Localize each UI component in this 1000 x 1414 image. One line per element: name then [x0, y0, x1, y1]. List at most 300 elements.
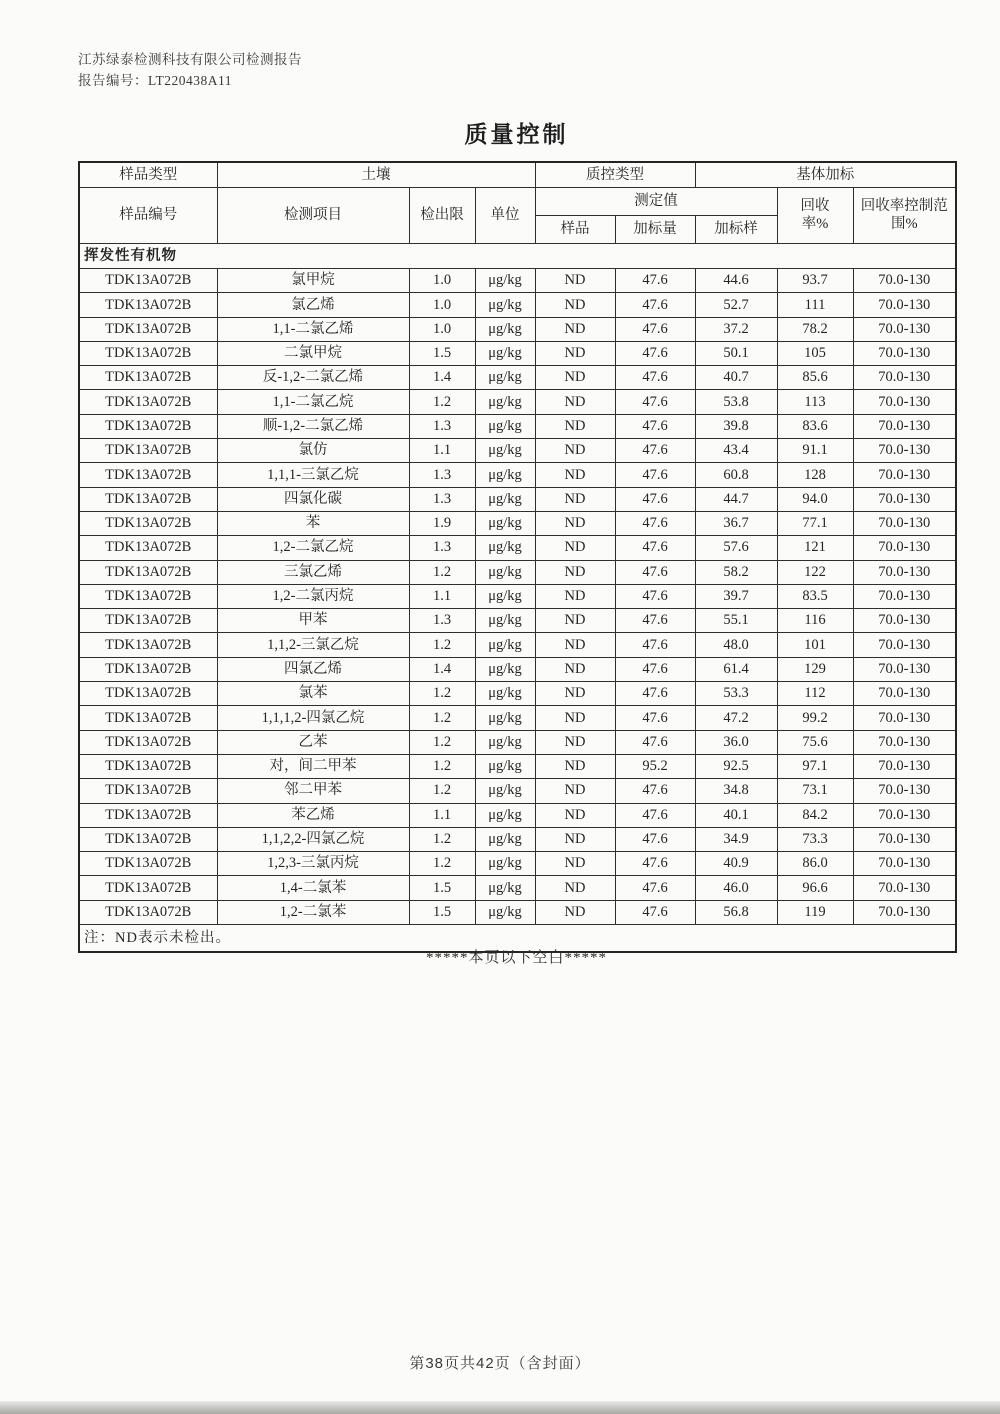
cell-sample-id: TDK13A072B — [79, 657, 217, 681]
table-row — [79, 487, 956, 511]
table-row — [79, 827, 956, 851]
cell-sample-id: TDK13A072B — [79, 827, 217, 851]
cell-spiked-sample: 58.2 — [695, 560, 777, 584]
cell-spiked-sample: 47.2 — [695, 706, 777, 730]
cell-detection-limit: 1.2 — [409, 682, 475, 706]
cell-recovery: 75.6 — [777, 730, 853, 754]
page-title: 质量控制 — [464, 122, 569, 147]
cell-spiked-sample: 56.8 — [695, 900, 777, 924]
cell-item: 苯 — [217, 511, 409, 535]
cell-sample-id: TDK13A072B — [79, 366, 217, 390]
cell-unit: μg/kg — [475, 803, 535, 827]
table-row — [79, 390, 956, 414]
cell-recovery: 101 — [777, 633, 853, 657]
cell-item: 1,2-二氯乙烷 — [217, 536, 409, 560]
cell-sample-value: ND — [535, 633, 615, 657]
table-row — [79, 730, 956, 754]
cell-recovery: 116 — [777, 609, 853, 633]
cell-sample-value: ND — [535, 439, 615, 463]
table-row — [79, 754, 956, 778]
cell-spike-amount: 47.6 — [615, 269, 695, 293]
cell-sample-value: ND — [535, 317, 615, 341]
cell-spike-amount: 47.6 — [615, 366, 695, 390]
cell-item: 四氯乙烯 — [217, 657, 409, 681]
cell-sample-value: ND — [535, 876, 615, 900]
table-note: 注：ND表示未检出。 — [79, 925, 956, 953]
cell-detection-limit: 1.2 — [409, 827, 475, 851]
cell-spiked-sample: 92.5 — [695, 754, 777, 778]
cell-recovery: 96.6 — [777, 876, 853, 900]
cell-detection-limit: 1.3 — [409, 609, 475, 633]
meta-row — [79, 162, 956, 188]
cell-recovery: 129 — [777, 657, 853, 681]
cell-spike-amount: 47.6 — [615, 463, 695, 487]
cell-spiked-sample: 36.7 — [695, 511, 777, 535]
cell-unit: μg/kg — [475, 511, 535, 535]
cell-unit: μg/kg — [475, 706, 535, 730]
cell-item: 1,1-二氯乙烷 — [217, 390, 409, 414]
cell-sample-value: ND — [535, 390, 615, 414]
cell-detection-limit: 1.1 — [409, 584, 475, 608]
table-row — [79, 366, 956, 390]
table-row — [79, 900, 956, 924]
cell-unit: μg/kg — [475, 560, 535, 584]
cell-sample-id: TDK13A072B — [79, 609, 217, 633]
cell-recovery: 84.2 — [777, 803, 853, 827]
cell-spike-amount: 47.6 — [615, 730, 695, 754]
cell-sample-value: ND — [535, 293, 615, 317]
cell-sample-id: TDK13A072B — [79, 439, 217, 463]
cell-recovery-range: 70.0-130 — [853, 682, 956, 706]
cell-unit: μg/kg — [475, 317, 535, 341]
cell-recovery-range: 70.0-130 — [853, 439, 956, 463]
cell-detection-limit: 1.2 — [409, 390, 475, 414]
cell-item: 氯乙烯 — [217, 293, 409, 317]
cell-recovery-range: 70.0-130 — [853, 779, 956, 803]
cell-unit: μg/kg — [475, 584, 535, 608]
cell-recovery-range: 70.0-130 — [853, 754, 956, 778]
cell-spike-amount: 47.6 — [615, 609, 695, 633]
document-header — [78, 50, 302, 92]
meta-qc-type-label: 质控类型 — [535, 162, 695, 188]
cell-recovery-range: 70.0-130 — [853, 584, 956, 608]
cell-unit: μg/kg — [475, 414, 535, 438]
cell-unit: μg/kg — [475, 730, 535, 754]
cell-spiked-sample: 34.9 — [695, 827, 777, 851]
cell-recovery-range: 70.0-130 — [853, 633, 956, 657]
cell-recovery: 86.0 — [777, 852, 853, 876]
cell-item: 1,1,1-三氯乙烷 — [217, 463, 409, 487]
cell-recovery: 112 — [777, 682, 853, 706]
cell-unit: μg/kg — [475, 779, 535, 803]
cell-recovery: 73.1 — [777, 779, 853, 803]
header-sample-id: 样品编号 — [79, 188, 217, 244]
cell-sample-id: TDK13A072B — [79, 511, 217, 535]
cell-detection-limit: 1.4 — [409, 657, 475, 681]
cell-recovery-range: 70.0-130 — [853, 560, 956, 584]
cell-unit: μg/kg — [475, 463, 535, 487]
cell-recovery: 83.5 — [777, 584, 853, 608]
cell-spike-amount: 47.6 — [615, 414, 695, 438]
cell-unit: μg/kg — [475, 609, 535, 633]
cell-spike-amount: 47.6 — [615, 584, 695, 608]
cell-spiked-sample: 53.8 — [695, 390, 777, 414]
cell-sample-id: TDK13A072B — [79, 390, 217, 414]
cell-sample-value: ND — [535, 682, 615, 706]
cell-spike-amount: 47.6 — [615, 560, 695, 584]
cell-sample-id: TDK13A072B — [79, 754, 217, 778]
header-spiked-sample: 加标样 — [695, 216, 777, 244]
cell-spiked-sample: 57.6 — [695, 536, 777, 560]
cell-detection-limit: 1.1 — [409, 803, 475, 827]
cell-spiked-sample: 37.2 — [695, 317, 777, 341]
cell-detection-limit: 1.3 — [409, 487, 475, 511]
cell-sample-id: TDK13A072B — [79, 414, 217, 438]
cell-recovery: 77.1 — [777, 511, 853, 535]
cell-item: 1,2-二氯苯 — [217, 900, 409, 924]
cell-sample-id: TDK13A072B — [79, 633, 217, 657]
cell-detection-limit: 1.9 — [409, 511, 475, 535]
section-title: 挥发性有机物 — [79, 244, 956, 269]
cell-spiked-sample: 40.1 — [695, 803, 777, 827]
cell-spiked-sample: 53.3 — [695, 682, 777, 706]
cell-sample-value: ND — [535, 269, 615, 293]
cell-recovery-range: 70.0-130 — [853, 414, 956, 438]
cell-item: 顺-1,2-二氯乙烯 — [217, 414, 409, 438]
header-sample: 样品 — [535, 216, 615, 244]
cell-sample-id: TDK13A072B — [79, 463, 217, 487]
cell-sample-id: TDK13A072B — [79, 269, 217, 293]
cell-sample-id: TDK13A072B — [79, 341, 217, 365]
cell-unit: μg/kg — [475, 341, 535, 365]
cell-spike-amount: 47.6 — [615, 390, 695, 414]
cell-spike-amount: 47.6 — [615, 536, 695, 560]
table-row — [79, 682, 956, 706]
cell-recovery-range: 70.0-130 — [853, 487, 956, 511]
cell-item: 1,1-二氯乙烯 — [217, 317, 409, 341]
meta-sample-type-value: 土壤 — [217, 162, 535, 188]
cell-spike-amount: 47.6 — [615, 900, 695, 924]
cell-sample-id: TDK13A072B — [79, 779, 217, 803]
cell-sample-value: ND — [535, 706, 615, 730]
cell-unit: μg/kg — [475, 754, 535, 778]
cell-sample-value: ND — [535, 657, 615, 681]
cell-spike-amount: 47.6 — [615, 487, 695, 511]
cell-recovery: 111 — [777, 293, 853, 317]
cell-unit: μg/kg — [475, 487, 535, 511]
cell-sample-id: TDK13A072B — [79, 900, 217, 924]
cell-spike-amount: 95.2 — [615, 754, 695, 778]
header-recovery-text: 回收率% — [800, 198, 830, 233]
cell-spike-amount: 47.6 — [615, 657, 695, 681]
cell-detection-limit: 1.2 — [409, 730, 475, 754]
header-detection-limit: 检出限 — [409, 188, 475, 244]
cell-sample-value: ND — [535, 511, 615, 535]
cell-recovery-range: 70.0-130 — [853, 803, 956, 827]
cell-recovery: 73.3 — [777, 827, 853, 851]
cell-sample-value: ND — [535, 341, 615, 365]
cell-recovery-range: 70.0-130 — [853, 876, 956, 900]
cell-detection-limit: 1.0 — [409, 293, 475, 317]
cell-recovery: 97.1 — [777, 754, 853, 778]
cell-recovery: 122 — [777, 560, 853, 584]
cell-spiked-sample: 40.7 — [695, 366, 777, 390]
report-number-line: 报告编号：LT220438A11 — [78, 72, 233, 88]
cell-unit: μg/kg — [475, 366, 535, 390]
header-item: 检测项目 — [217, 188, 409, 244]
cell-item: 氯仿 — [217, 439, 409, 463]
cell-spike-amount: 47.6 — [615, 682, 695, 706]
cell-spiked-sample: 43.4 — [695, 439, 777, 463]
cell-unit: μg/kg — [475, 633, 535, 657]
cell-detection-limit: 1.5 — [409, 876, 475, 900]
cell-item: 二氯甲烷 — [217, 341, 409, 365]
cell-recovery: 119 — [777, 900, 853, 924]
cell-recovery: 105 — [777, 341, 853, 365]
header-spike-amount: 加标量 — [615, 216, 695, 244]
cell-recovery-range: 70.0-130 — [853, 536, 956, 560]
cell-detection-limit: 1.0 — [409, 317, 475, 341]
cell-spike-amount: 47.6 — [615, 876, 695, 900]
cell-recovery: 93.7 — [777, 269, 853, 293]
cell-sample-value: ND — [535, 560, 615, 584]
header-measured-value: 测定值 — [535, 188, 777, 216]
cell-spiked-sample: 61.4 — [695, 657, 777, 681]
table-row — [79, 560, 956, 584]
cell-sample-value: ND — [535, 609, 615, 633]
cell-spiked-sample: 50.1 — [695, 341, 777, 365]
cell-spiked-sample: 36.0 — [695, 730, 777, 754]
header-unit: 单位 — [475, 188, 535, 244]
cell-recovery-range: 70.0-130 — [853, 511, 956, 535]
table-row — [79, 439, 956, 463]
cell-spiked-sample: 34.8 — [695, 779, 777, 803]
cell-recovery: 78.2 — [777, 317, 853, 341]
cell-sample-value: ND — [535, 900, 615, 924]
cell-spiked-sample: 44.6 — [695, 269, 777, 293]
table-row — [79, 511, 956, 535]
cell-detection-limit: 1.5 — [409, 341, 475, 365]
cell-item: 三氯乙烯 — [217, 560, 409, 584]
cell-recovery-range: 70.0-130 — [853, 657, 956, 681]
cell-sample-value: ND — [535, 487, 615, 511]
cell-sample-value: ND — [535, 366, 615, 390]
cell-item: 氯甲烷 — [217, 269, 409, 293]
cell-spike-amount: 47.6 — [615, 317, 695, 341]
header-recovery-range-text: 回收率控制范围% — [860, 198, 948, 233]
cell-sample-value: ND — [535, 827, 615, 851]
table-row — [79, 657, 956, 681]
cell-spiked-sample: 46.0 — [695, 876, 777, 900]
header-recovery — [777, 188, 853, 244]
cell-sample-id: TDK13A072B — [79, 584, 217, 608]
cell-item: 甲苯 — [217, 609, 409, 633]
qc-table-body — [79, 269, 956, 925]
table-row — [79, 341, 956, 365]
cell-spiked-sample: 55.1 — [695, 609, 777, 633]
cell-sample-value: ND — [535, 463, 615, 487]
cell-recovery-range: 70.0-130 — [853, 900, 956, 924]
table-row — [79, 803, 956, 827]
cell-recovery-range: 70.0-130 — [853, 366, 956, 390]
table-row — [79, 706, 956, 730]
cell-spike-amount: 47.6 — [615, 827, 695, 851]
cell-sample-id: TDK13A072B — [79, 730, 217, 754]
cell-recovery: 85.6 — [777, 366, 853, 390]
cell-item: 1,2-二氯丙烷 — [217, 584, 409, 608]
cell-unit: μg/kg — [475, 269, 535, 293]
scan-edge-strip — [0, 1401, 1000, 1414]
header-row-1 — [79, 188, 956, 216]
table-row — [79, 779, 956, 803]
cell-detection-limit: 1.5 — [409, 900, 475, 924]
cell-spike-amount: 47.6 — [615, 633, 695, 657]
blank-page-note: *****本页以下空白***** — [425, 950, 607, 966]
cell-sample-id: TDK13A072B — [79, 487, 217, 511]
cell-spike-amount: 47.6 — [615, 779, 695, 803]
cell-sample-id: TDK13A072B — [79, 560, 217, 584]
table-row — [79, 463, 956, 487]
cell-recovery: 94.0 — [777, 487, 853, 511]
cell-recovery-range: 70.0-130 — [853, 341, 956, 365]
page-footer: 第38页共42页（含封面） — [409, 1355, 591, 1372]
cell-item: 1,2,3-三氯丙烷 — [217, 852, 409, 876]
cell-recovery-range: 70.0-130 — [853, 827, 956, 851]
meta-sample-type-label: 样品类型 — [79, 162, 217, 188]
cell-recovery: 113 — [777, 390, 853, 414]
cell-sample-id: TDK13A072B — [79, 876, 217, 900]
cell-recovery: 128 — [777, 463, 853, 487]
cell-spiked-sample: 60.8 — [695, 463, 777, 487]
cell-detection-limit: 1.3 — [409, 536, 475, 560]
cell-sample-value: ND — [535, 584, 615, 608]
table-row — [79, 609, 956, 633]
cell-sample-id: TDK13A072B — [79, 706, 217, 730]
cell-sample-id: TDK13A072B — [79, 317, 217, 341]
cell-detection-limit: 1.2 — [409, 633, 475, 657]
cell-spike-amount: 47.6 — [615, 293, 695, 317]
cell-detection-limit: 1.1 — [409, 439, 475, 463]
cell-item: 对，间二甲苯 — [217, 754, 409, 778]
cell-sample-value: ND — [535, 754, 615, 778]
cell-recovery: 99.2 — [777, 706, 853, 730]
cell-item: 1,4-二氯苯 — [217, 876, 409, 900]
section-row — [79, 244, 956, 269]
table-row — [79, 317, 956, 341]
cell-recovery: 83.6 — [777, 414, 853, 438]
cell-recovery-range: 70.0-130 — [853, 293, 956, 317]
cell-sample-id: TDK13A072B — [79, 536, 217, 560]
cell-item: 1,1,2-三氯乙烷 — [217, 633, 409, 657]
cell-spike-amount: 47.6 — [615, 852, 695, 876]
cell-recovery-range: 70.0-130 — [853, 390, 956, 414]
cell-unit: μg/kg — [475, 657, 535, 681]
table-row — [79, 414, 956, 438]
cell-recovery-range: 70.0-130 — [853, 730, 956, 754]
cell-recovery-range: 70.0-130 — [853, 609, 956, 633]
cell-recovery-range: 70.0-130 — [853, 706, 956, 730]
cell-spiked-sample: 39.8 — [695, 414, 777, 438]
cell-sample-value: ND — [535, 779, 615, 803]
cell-detection-limit: 1.2 — [409, 754, 475, 778]
cell-recovery-range: 70.0-130 — [853, 317, 956, 341]
cell-sample-id: TDK13A072B — [79, 852, 217, 876]
cell-spiked-sample: 48.0 — [695, 633, 777, 657]
cell-sample-id: TDK13A072B — [79, 803, 217, 827]
cell-detection-limit: 1.4 — [409, 366, 475, 390]
cell-item: 1,1,1,2-四氯乙烷 — [217, 706, 409, 730]
quality-control-table — [78, 161, 957, 953]
table-row — [79, 293, 956, 317]
cell-unit: μg/kg — [475, 682, 535, 706]
cell-spiked-sample: 52.7 — [695, 293, 777, 317]
cell-spiked-sample: 40.9 — [695, 852, 777, 876]
cell-spike-amount: 47.6 — [615, 803, 695, 827]
cell-detection-limit: 1.2 — [409, 706, 475, 730]
cell-recovery-range: 70.0-130 — [853, 852, 956, 876]
company-header-line: 江苏绿泰检测科技有限公司检测报告 — [78, 52, 302, 67]
cell-detection-limit: 1.2 — [409, 560, 475, 584]
table-row — [79, 633, 956, 657]
table-row — [79, 536, 956, 560]
cell-recovery: 91.1 — [777, 439, 853, 463]
cell-item: 苯乙烯 — [217, 803, 409, 827]
cell-unit: μg/kg — [475, 536, 535, 560]
cell-unit: μg/kg — [475, 876, 535, 900]
cell-sample-value: ND — [535, 730, 615, 754]
cell-spike-amount: 47.6 — [615, 706, 695, 730]
cell-item: 反-1,2-二氯乙烯 — [217, 366, 409, 390]
cell-detection-limit: 1.0 — [409, 269, 475, 293]
cell-detection-limit: 1.2 — [409, 852, 475, 876]
cell-sample-value: ND — [535, 803, 615, 827]
cell-item: 邻二甲苯 — [217, 779, 409, 803]
cell-sample-id: TDK13A072B — [79, 293, 217, 317]
cell-item: 四氯化碳 — [217, 487, 409, 511]
cell-item: 乙苯 — [217, 730, 409, 754]
cell-unit: μg/kg — [475, 293, 535, 317]
cell-sample-value: ND — [535, 852, 615, 876]
cell-recovery-range: 70.0-130 — [853, 463, 956, 487]
cell-unit: μg/kg — [475, 827, 535, 851]
cell-spike-amount: 47.6 — [615, 341, 695, 365]
cell-sample-id: TDK13A072B — [79, 682, 217, 706]
cell-item: 氯苯 — [217, 682, 409, 706]
cell-unit: μg/kg — [475, 439, 535, 463]
meta-qc-type-value: 基体加标 — [695, 162, 956, 188]
cell-spiked-sample: 39.7 — [695, 584, 777, 608]
cell-unit: μg/kg — [475, 852, 535, 876]
cell-unit: μg/kg — [475, 390, 535, 414]
table-row — [79, 269, 956, 293]
cell-recovery: 121 — [777, 536, 853, 560]
cell-unit: μg/kg — [475, 900, 535, 924]
cell-spike-amount: 47.6 — [615, 439, 695, 463]
cell-spike-amount: 47.6 — [615, 511, 695, 535]
cell-sample-value: ND — [535, 414, 615, 438]
cell-sample-value: ND — [535, 536, 615, 560]
cell-detection-limit: 1.3 — [409, 463, 475, 487]
cell-detection-limit: 1.3 — [409, 414, 475, 438]
table-row — [79, 584, 956, 608]
header-recovery-range — [853, 188, 956, 244]
cell-detection-limit: 1.2 — [409, 779, 475, 803]
cell-spiked-sample: 44.7 — [695, 487, 777, 511]
table-row — [79, 876, 956, 900]
table-row — [79, 852, 956, 876]
cell-item: 1,1,2,2-四氯乙烷 — [217, 827, 409, 851]
cell-recovery-range: 70.0-130 — [853, 269, 956, 293]
